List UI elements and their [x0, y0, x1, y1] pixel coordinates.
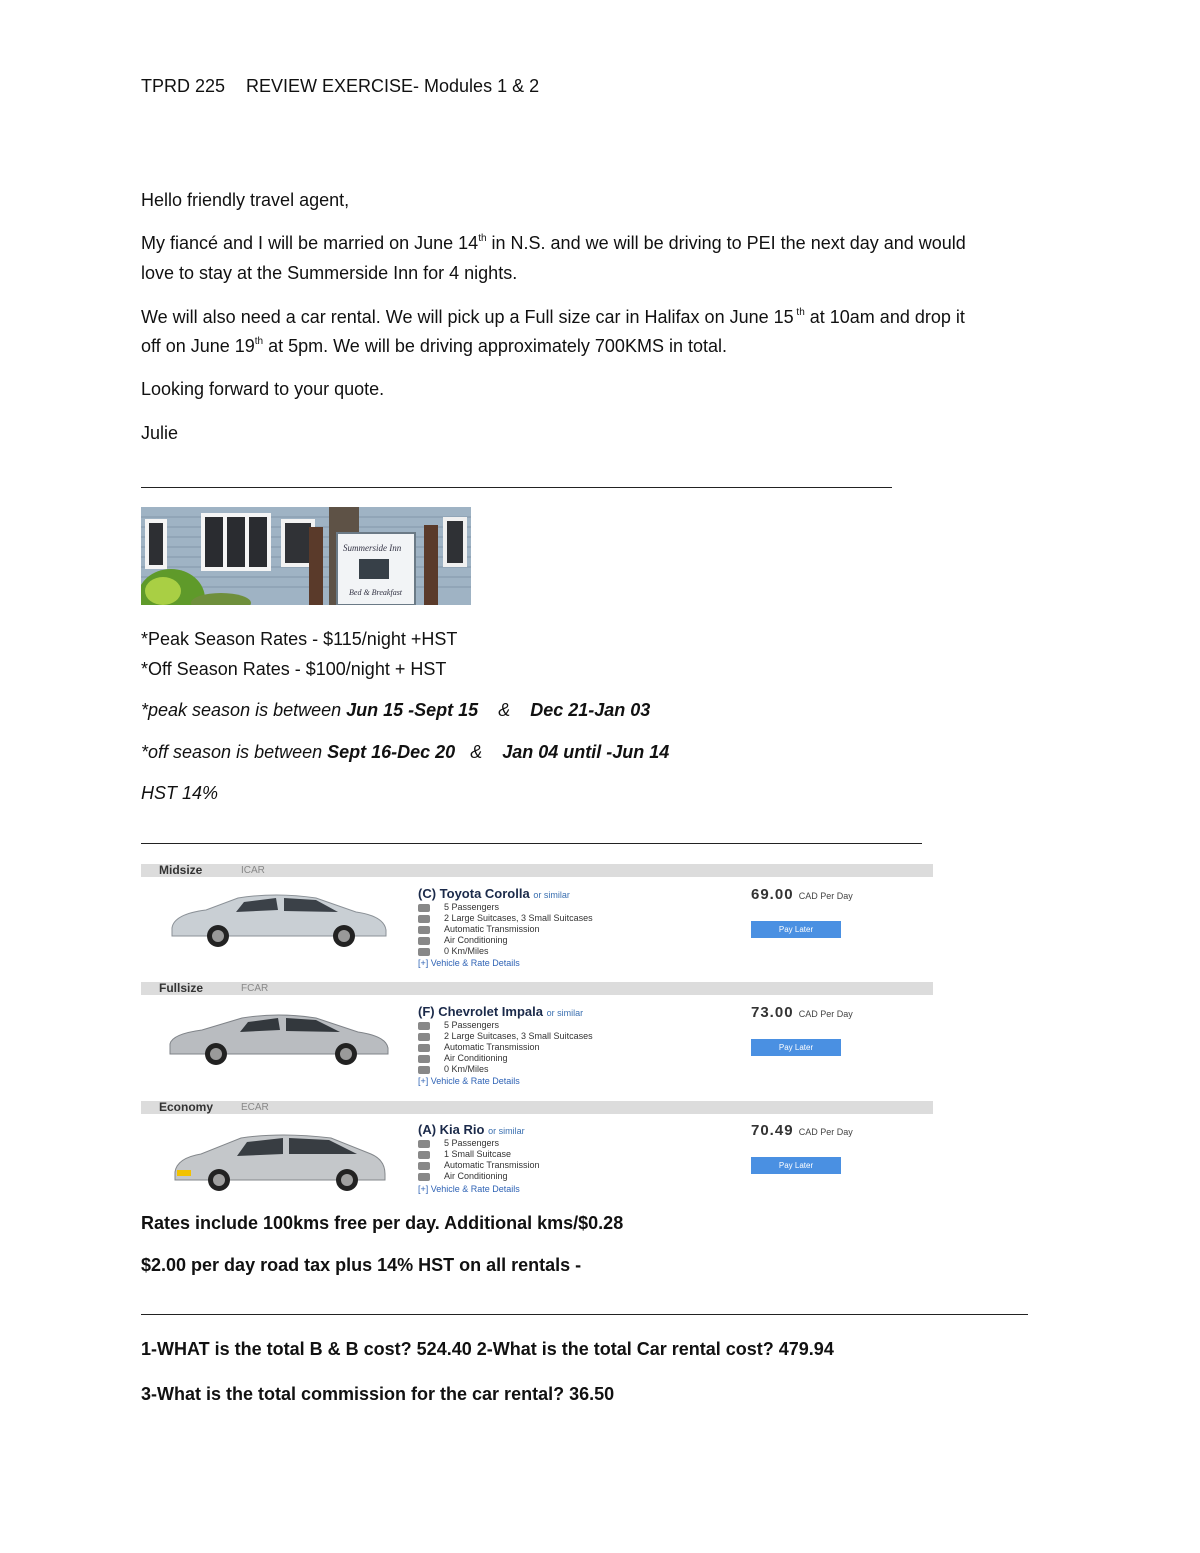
car-feature: 5 Passengers	[418, 902, 499, 913]
category-name: Economy	[159, 1100, 214, 1114]
off-season-dates: *off season is between Sept 16-Dec 20 & Jan 04 until -Jun 14	[141, 742, 670, 762]
hst-rate: HST 14%	[141, 783, 219, 803]
letter-signature: Julie	[141, 423, 179, 443]
peak-season-dates: *peak season is between Jun 15 -Sept 15 & Dec 21-Jan 03	[141, 700, 651, 720]
car-feature: 0 Km/Miles	[418, 1064, 489, 1075]
car-price: 69.00 CAD Per Day	[751, 886, 853, 903]
off-season-rate: *Off Season Rates - $100/night + HST	[141, 659, 447, 679]
car-price: 70.49 CAD Per Day	[751, 1122, 853, 1139]
suitcase-icon	[418, 915, 430, 923]
car-name-kia-rio[interactable]: (A) Kia Rio or similar	[418, 1122, 525, 1137]
car-feature: 1 Small Suitcase	[418, 1149, 511, 1160]
car-feature: Automatic Transmission	[418, 924, 540, 935]
suitcase-icon	[418, 1151, 430, 1159]
car-rental-listing	[141, 860, 933, 1200]
pay-later-button[interactable]: Pay Later	[751, 921, 841, 938]
peak-season-rate: *Peak Season Rates - $115/night +HST	[141, 629, 458, 649]
category-bar-fullsize	[141, 982, 933, 995]
summerside-inn-photo	[141, 507, 471, 605]
svg-text:Summerside Inn: Summerside Inn	[343, 543, 402, 553]
category-name: Fullsize	[159, 981, 204, 995]
letter-paragraph-1-line-2: love to stay at the Summerside Inn for 4 nights.	[141, 263, 518, 283]
car-feature: Air Conditioning	[418, 935, 508, 946]
car-feature: Automatic Transmission	[418, 1042, 540, 1053]
snowflake-icon	[418, 1055, 430, 1063]
passenger-icon	[418, 1140, 430, 1148]
transmission-icon	[418, 1044, 430, 1052]
transmission-icon	[418, 1162, 430, 1170]
odometer-icon	[418, 1066, 430, 1074]
car-feature: 2 Large Suitcases, 3 Small Suitcases	[418, 1031, 593, 1042]
car-feature: Air Conditioning	[418, 1053, 508, 1064]
car-image-corolla	[166, 890, 391, 948]
question-1-and-2: 1-WHAT is the total B & B cost? 524.40 2-What is the total Car rental cost? 479.94	[141, 1339, 834, 1359]
greeting: Hello friendly travel agent,	[141, 190, 350, 210]
category-code: ECAR	[241, 1102, 269, 1113]
category-code: FCAR	[241, 983, 269, 994]
question-3: 3-What is the total commission for the car rental? 36.50	[141, 1384, 615, 1404]
pay-later-button[interactable]: Pay Later	[751, 1039, 841, 1056]
car-feature: Air Conditioning	[418, 1171, 508, 1182]
passenger-icon	[418, 1022, 430, 1030]
vehicle-details-link[interactable]: [+] Vehicle & Rate Details	[418, 1076, 520, 1086]
car-price: 73.00 CAD Per Day	[751, 1004, 853, 1021]
car-feature: 0 Km/Miles	[418, 946, 489, 957]
car-feature: 2 Large Suitcases, 3 Small Suitcases	[418, 913, 593, 924]
rental-rates-note: Rates include 100kms free per day. Additional kms/$0.28	[141, 1213, 624, 1233]
exercise-title: REVIEW EXERCISE- Modules 1 & 2	[246, 76, 540, 96]
category-code: ICAR	[241, 865, 265, 876]
pay-later-button[interactable]: Pay Later	[751, 1157, 841, 1174]
car-image-kia-rio	[171, 1130, 391, 1192]
car-feature: 5 Passengers	[418, 1020, 499, 1031]
snowflake-icon	[418, 1173, 430, 1181]
car-image-impala	[166, 1010, 391, 1068]
category-bar-midsize	[141, 864, 933, 877]
car-feature: Automatic Transmission	[418, 1160, 540, 1171]
car-name-impala[interactable]: (F) Chevrolet Impala or similar	[418, 1004, 584, 1019]
passenger-icon	[418, 904, 430, 912]
letter-paragraph-2-line-1: We will also need a car rental. We will pick up a Full size car in Halifax on June 15 $^{th}$ at 10am and drop it	[141, 307, 965, 327]
divider-2	[141, 843, 922, 844]
car-feature: 5 Passengers	[418, 1138, 499, 1149]
divider-1	[141, 487, 892, 488]
vehicle-details-link[interactable]: [+] Vehicle & Rate Details	[418, 958, 520, 968]
letter-paragraph-1-line-1: My fiancé and I will be married on June 14th in N.S. and we will be driving to PEI the next day and would	[141, 233, 966, 253]
vehicle-details-link[interactable]: [+] Vehicle & Rate Details	[418, 1184, 520, 1194]
odometer-icon	[418, 948, 430, 956]
letter-paragraph-2-line-2: off on June 19th at 5pm. We will be driving approximately 700KMS in total.	[141, 336, 727, 356]
course-code: TPRD 225	[141, 76, 226, 96]
road-tax-note: $2.00 per day road tax plus 14% HST on all rentals -	[141, 1255, 582, 1275]
suitcase-icon	[418, 1033, 430, 1041]
category-name: Midsize	[159, 863, 203, 877]
category-bar-economy	[141, 1101, 933, 1114]
car-name-corolla[interactable]: (C) Toyota Corolla or similar	[418, 886, 570, 901]
letter-closing: Looking forward to your quote.	[141, 379, 385, 399]
svg-text:Bed & Breakfast: Bed & Breakfast	[349, 588, 403, 597]
transmission-icon	[418, 926, 430, 934]
divider-3	[141, 1314, 1028, 1315]
snowflake-icon	[418, 937, 430, 945]
